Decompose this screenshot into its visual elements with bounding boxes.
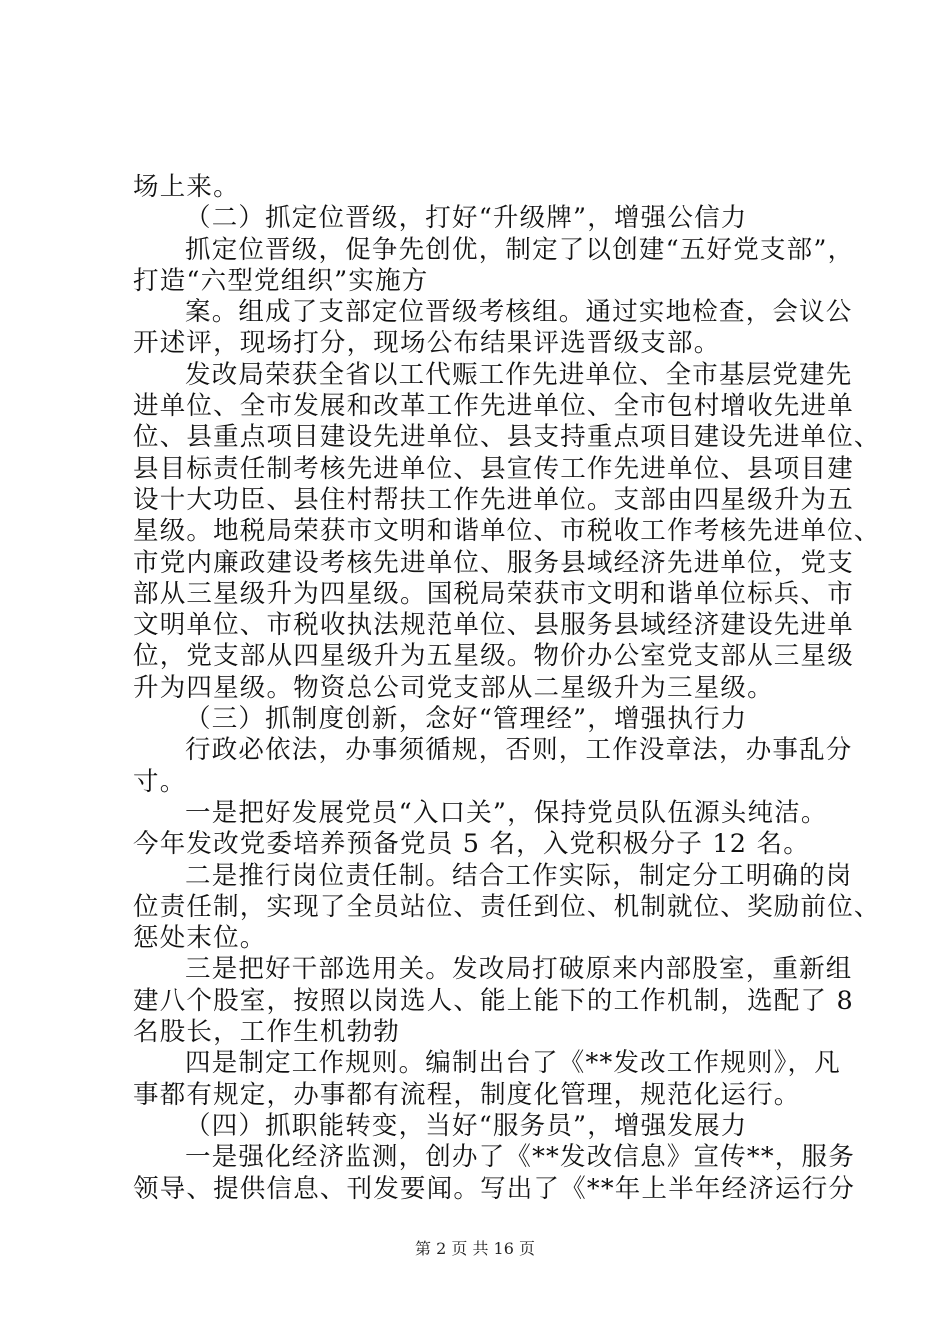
text-line: 开述评，现场打分，现场公布结果评选晋级支部。 bbox=[133, 328, 721, 359]
page-number: 第 2 页 共 16 页 bbox=[415, 1239, 535, 1258]
text-line: 三是把好干部选用关。发改局打破原来内部股室，重新组 bbox=[185, 954, 853, 985]
text-line: （三）抓制度创新，念好“管理经”，增强执行力 bbox=[185, 704, 748, 735]
document-body bbox=[133, 172, 881, 1205]
text-line: 位，党支部从四星级升为五星级。物价办公室党支部从三星级 bbox=[133, 641, 854, 672]
text-line: 一是强化经济监测，创办了《**发改信息》宣传**，服务 bbox=[185, 1142, 855, 1173]
text-line: 文明单位、市税收执法规范单位、县服务县域经济建设先进单 bbox=[133, 610, 854, 641]
text-line: （四）抓职能转变，当好“服务员”，增强发展力 bbox=[185, 1110, 748, 1141]
text-line: 位、县重点项目建设先进单位、县支持重点项目建设先进单位、 bbox=[133, 422, 881, 453]
text-line: 事都有规定，办事都有流程，制度化管理，规范化运行。 bbox=[133, 1079, 801, 1110]
text-line: 名股长，工作生机勃勃 bbox=[133, 1017, 401, 1048]
text-line: 市党内廉政建设考核先进单位、服务县域经济先进单位，党支 bbox=[133, 547, 854, 578]
text-line: 领导、提供信息、刊发要闻。写出了《**年上半年经济运行分 bbox=[133, 1173, 856, 1204]
text-line: 升为四星级。物资总公司党支部从二星级升为三星级。 bbox=[133, 672, 774, 703]
text-line: 设十大功臣、县住村帮扶工作先进单位。支部由四星级升为五 bbox=[133, 484, 854, 515]
text-line: 惩处末位。 bbox=[133, 923, 267, 954]
text-line: 抓定位晋级，促争先创优，制定了以创建“五好党支部”， bbox=[185, 234, 855, 265]
text-line: 行政必依法，办事须循规，否则，工作没章法，办事乱分 bbox=[185, 735, 853, 766]
text-line: 四是制定工作规则。编制出台了《**发改工作规则》，凡 bbox=[185, 1048, 841, 1079]
text-line: 位责任制，实现了全员站位、责任到位、机制就位、奖励前位、 bbox=[133, 891, 881, 922]
text-line: 一是把好发展党员“入口关”，保持党员队伍源头纯洁。 bbox=[185, 797, 828, 828]
text-line: 星级。地税局荣获市文明和谐单位、市税收工作考核先进单位、 bbox=[133, 516, 881, 547]
text-line: 寸。 bbox=[133, 766, 187, 797]
text-line: （二）抓定位晋级，打好“升级牌”，增强公信力 bbox=[185, 203, 748, 234]
text-line: 建八个股室，按照以岗选人、能上能下的工作机制，选配了 8 bbox=[133, 985, 854, 1016]
text-line: 县目标责任制考核先进单位、县宣传工作先进单位、县项目建 bbox=[133, 453, 854, 484]
text-line: 二是推行岗位责任制。结合工作实际，制定分工明确的岗 bbox=[185, 860, 853, 891]
page-footer bbox=[0, 1239, 950, 1259]
text-line: 部从三星级升为四星级。国税局荣获市文明和谐单位标兵、市 bbox=[133, 578, 854, 609]
text-line: 进单位、全市发展和改革工作先进单位、全市包村增收先进单 bbox=[133, 391, 854, 422]
text-line: 打造“六型党组织”实施方 bbox=[133, 265, 429, 296]
text-line: 发改局荣获全省以工代赈工作先进单位、全市基层党建先 bbox=[185, 359, 853, 390]
text-line: 今年发改党委培养预备党员 5 名，入党积极分子 12 名。 bbox=[133, 829, 810, 860]
text-line: 案。组成了支部定位晋级考核组。通过实地检查，会议公 bbox=[185, 297, 853, 328]
text-line: 场上来。 bbox=[133, 172, 240, 202]
